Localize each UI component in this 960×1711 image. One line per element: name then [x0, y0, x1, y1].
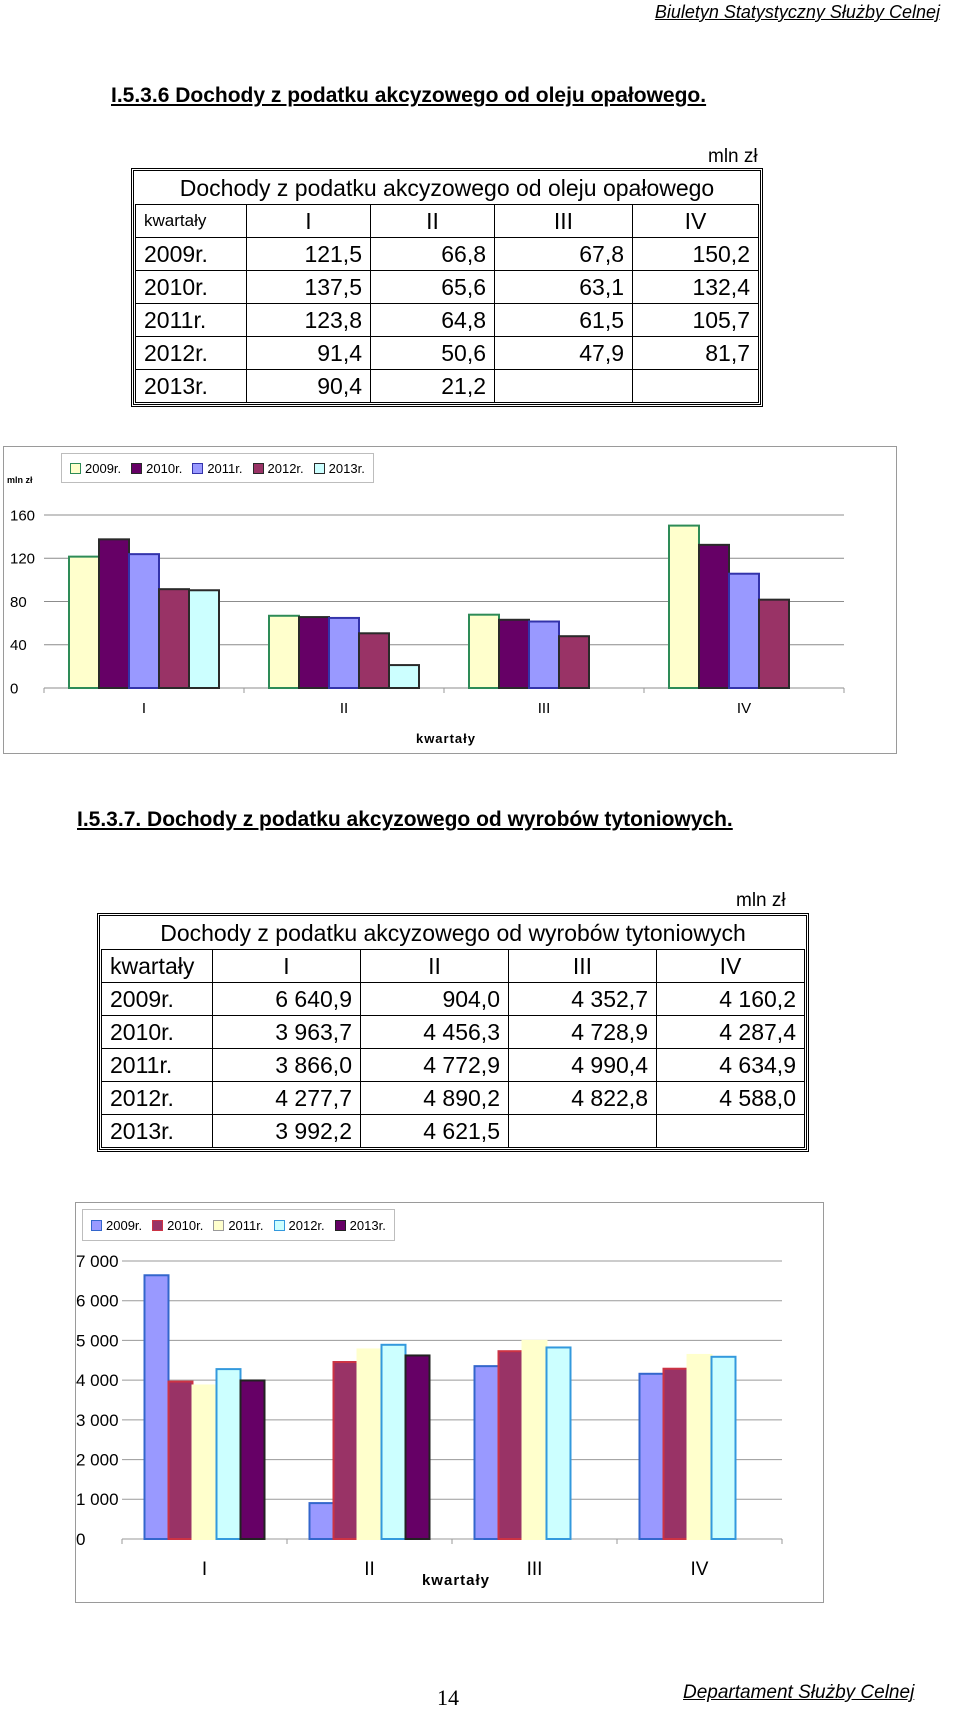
table-cell: [495, 370, 633, 403]
table-cell: 137,5: [247, 271, 371, 304]
bar-2013r-II: [389, 665, 419, 688]
legend-swatch: [274, 1220, 285, 1231]
chart-legend: [82, 1209, 395, 1241]
table-row: [102, 1115, 805, 1148]
table-cell: 4 621,5: [361, 1115, 509, 1148]
legend-item: [91, 1218, 142, 1233]
x-category-label: III: [526, 1559, 543, 1580]
y-tick-label: 6 000: [76, 1291, 119, 1311]
table-cell: 121,5: [247, 238, 371, 271]
row-year-label: 2011r.: [102, 1049, 213, 1082]
table-cell: 4 634,9: [657, 1049, 805, 1082]
bar-2012r-IV: [759, 600, 789, 688]
table-cell: 3 992,2: [213, 1115, 361, 1148]
row-year-label: 2012r.: [136, 337, 247, 370]
table-cell: 4 588,0: [657, 1082, 805, 1115]
legend-label: 2011r.: [228, 1217, 264, 1233]
bar-2012r-IV: [712, 1357, 736, 1539]
row-year-label: 2013r.: [136, 370, 247, 403]
footer-department: Departament Służby Celnej: [683, 1682, 915, 1703]
chart-legend: [61, 453, 374, 483]
table-row: [136, 304, 759, 337]
row-year-label: 2012r.: [102, 1082, 213, 1115]
table-row: [102, 1082, 805, 1115]
x-category-label: II: [339, 700, 349, 717]
x-category-label: III: [537, 700, 551, 717]
table-header-cell: III: [495, 205, 633, 238]
legend-label: 2013r.: [328, 460, 365, 476]
table-caption-row: [102, 917, 805, 950]
table-row: [136, 370, 759, 403]
y-tick-label: 0: [10, 680, 19, 698]
table-header-row: [102, 950, 805, 983]
bar-2011r-III: [529, 622, 559, 688]
table-cell: 123,8: [247, 304, 371, 337]
bar-2011r-I: [129, 554, 159, 688]
tobacco-chart-svg: [76, 1203, 823, 1602]
legend-item: [253, 461, 304, 476]
legend-item: [314, 461, 365, 476]
legend-label: 2012r.: [267, 460, 304, 476]
table-cell: 904,0: [361, 983, 509, 1016]
table-cell: 81,7: [633, 337, 759, 370]
table-header-cell: I: [213, 950, 361, 983]
x-category-label: II: [364, 1559, 375, 1580]
bar-2011r-I: [193, 1385, 217, 1539]
table-cell: 90,4: [247, 370, 371, 403]
tobacco-table: [101, 917, 805, 1148]
section-title-tobacco: I.5.3.7. Dochody z podatku akcyzowego od wyrobów tytoniowych.: [77, 808, 733, 831]
bar-2010r-IV: [699, 545, 729, 688]
legend-item: [213, 1218, 263, 1233]
table-caption-row: [136, 172, 759, 205]
legend-label: 2012r.: [288, 1217, 325, 1233]
bar-2012r-III: [547, 1347, 571, 1539]
bar-2009r-III: [475, 1366, 499, 1539]
table-cell: 150,2: [633, 238, 759, 271]
table-cell: 105,7: [633, 304, 759, 337]
table-header-cell: kwartały: [102, 950, 213, 983]
bulletin-header: Biuletyn Statystyczny Służby Celnej: [654, 2, 940, 22]
bar-2009r-IV: [640, 1374, 664, 1539]
legend-item: [70, 461, 121, 476]
x-category-label: I: [201, 1559, 208, 1580]
tobacco-table-frame: [97, 913, 809, 1152]
y-tick-label: 7 000: [76, 1251, 119, 1271]
bar-2010r-III: [499, 620, 529, 688]
y-tick-label: 40: [10, 637, 27, 654]
row-year-label: 2010r.: [136, 271, 247, 304]
y-tick-label: 0: [76, 1529, 86, 1549]
bar-2010r-I: [169, 1382, 193, 1539]
table-cell: 50,6: [371, 337, 495, 370]
bar-2009r-I: [69, 557, 99, 688]
table-cell: 4 287,4: [657, 1016, 805, 1049]
table-cell: [657, 1115, 805, 1148]
y-tick-label: 1 000: [76, 1490, 119, 1510]
heating-oil-table: [135, 172, 759, 403]
bar-2012r-III: [559, 636, 589, 688]
table-unit-label: mln zł: [708, 146, 758, 167]
table-cell: 47,9: [495, 337, 633, 370]
table-cell: 66,8: [371, 238, 495, 271]
table-row: [136, 337, 759, 370]
table-cell: 4 990,4: [509, 1049, 657, 1082]
table-row: [102, 1016, 805, 1049]
legend-label: 2013r.: [349, 1217, 386, 1233]
bar-2012r-I: [217, 1369, 241, 1539]
legend-item: [274, 1218, 325, 1233]
bar-2012r-II: [382, 1345, 406, 1539]
table-cell: 63,1: [495, 271, 633, 304]
legend-swatch: [335, 1220, 346, 1231]
x-category-label: I: [141, 700, 147, 717]
bar-2009r-II: [269, 616, 299, 688]
table-row: [136, 271, 759, 304]
table-cell: 61,5: [495, 304, 633, 337]
table-header-cell: II: [361, 950, 509, 983]
table-cell: 67,8: [495, 238, 633, 271]
table-cell: 64,8: [371, 304, 495, 337]
y-tick-label: 160: [10, 507, 36, 525]
table-header-cell: kwartały: [136, 205, 247, 238]
bar-2012r-I: [159, 589, 189, 688]
legend-swatch: [91, 1220, 102, 1231]
x-axis-title: kwartały: [421, 1572, 491, 1589]
table-row: [102, 983, 805, 1016]
bar-2013r-I: [189, 590, 219, 688]
table-cell: 65,6: [371, 271, 495, 304]
bar-2009r-I: [145, 1275, 169, 1539]
table-header-cell: IV: [657, 950, 805, 983]
table-cell: 4 352,7: [509, 983, 657, 1016]
legend-item: [192, 461, 242, 476]
bar-2010r-I: [99, 539, 129, 688]
table-cell: 4 728,9: [509, 1016, 657, 1049]
legend-label: 2009r.: [106, 1217, 143, 1233]
bar-2010r-II: [334, 1362, 358, 1539]
bar-2011r-II: [329, 618, 359, 688]
legend-item: [131, 461, 182, 476]
table-cell: 4 822,8: [509, 1082, 657, 1115]
row-year-label: 2013r.: [102, 1115, 213, 1148]
legend-label: 2010r.: [146, 460, 183, 476]
x-category-label: IV: [736, 700, 752, 717]
bar-2009r-IV: [669, 526, 699, 688]
bar-2011r-II: [358, 1349, 382, 1539]
table-header-cell: II: [371, 205, 495, 238]
heating-oil-chart-svg: [4, 447, 896, 753]
bar-2013r-II: [406, 1355, 430, 1539]
table-cell: [633, 370, 759, 403]
legend-label: 2011r.: [207, 460, 243, 476]
table-header-cell: IV: [633, 205, 759, 238]
tobacco-chart: [75, 1202, 824, 1603]
legend-swatch: [70, 463, 81, 474]
table-cell: 4 160,2: [657, 983, 805, 1016]
legend-label: 2009r.: [85, 460, 122, 476]
legend-swatch: [314, 463, 325, 474]
table-cell: 4 890,2: [361, 1082, 509, 1115]
bar-2012r-II: [359, 633, 389, 688]
row-year-label: 2009r.: [136, 238, 247, 271]
table-caption: Dochody z podatku akcyzowego od wyrobów tytoniowych: [102, 917, 805, 950]
table-cell: 4 772,9: [361, 1049, 509, 1082]
x-axis-title: kwartały: [415, 731, 477, 746]
bar-2009r-III: [469, 615, 499, 688]
table-header-row: [136, 205, 759, 238]
legend-swatch: [152, 1220, 163, 1231]
table-cell: 91,4: [247, 337, 371, 370]
y-tick-label: 3 000: [76, 1410, 119, 1430]
bar-2011r-III: [523, 1341, 547, 1539]
y-tick-label: 5 000: [76, 1331, 119, 1351]
table-cell: 3 963,7: [213, 1016, 361, 1049]
y-tick-label: 80: [10, 593, 27, 611]
legend-swatch: [131, 463, 142, 474]
x-category-label: IV: [690, 1559, 709, 1580]
bar-2010r-IV: [664, 1369, 688, 1539]
page-number: 14: [437, 1685, 459, 1710]
bar-2011r-IV: [729, 574, 759, 688]
bar-2013r-I: [241, 1380, 265, 1539]
bar-2010r-II: [299, 617, 329, 688]
bar-2010r-III: [499, 1351, 523, 1539]
table-row: [136, 238, 759, 271]
table-cell: 4 456,3: [361, 1016, 509, 1049]
row-year-label: 2009r.: [102, 983, 213, 1016]
legend-swatch: [253, 463, 264, 474]
table-cell: 4 277,7: [213, 1082, 361, 1115]
table-caption: Dochody z podatku akcyzowego od oleju opałowego: [136, 172, 759, 205]
legend-swatch: [213, 1220, 224, 1231]
table-cell: 21,2: [371, 370, 495, 403]
bar-2011r-IV: [688, 1355, 712, 1539]
y-tick-label: 2 000: [76, 1450, 119, 1470]
heating-oil-table-frame: [131, 168, 763, 407]
table-cell: 3 866,0: [213, 1049, 361, 1082]
bar-2009r-II: [310, 1503, 334, 1539]
legend-item: [335, 1218, 386, 1233]
y-axis-title: mln zł: [7, 475, 33, 485]
table-cell: 132,4: [633, 271, 759, 304]
legend-label: 2010r.: [167, 1217, 204, 1233]
heating-oil-chart: [3, 446, 897, 754]
table-header-cell: I: [247, 205, 371, 238]
row-year-label: 2011r.: [136, 304, 247, 337]
y-tick-label: 120: [10, 550, 36, 568]
y-tick-label: 4 000: [76, 1371, 119, 1391]
table-cell: 6 640,9: [213, 983, 361, 1016]
table-cell: [509, 1115, 657, 1148]
table-header-cell: III: [509, 950, 657, 983]
row-year-label: 2010r.: [102, 1016, 213, 1049]
legend-item: [152, 1218, 203, 1233]
section-title-heating-oil: I.5.3.6 Dochody z podatku akcyzowego od oleju opałowego.: [111, 84, 707, 107]
table-row: [102, 1049, 805, 1082]
legend-swatch: [192, 463, 203, 474]
table-unit-label: mln zł: [736, 890, 786, 911]
